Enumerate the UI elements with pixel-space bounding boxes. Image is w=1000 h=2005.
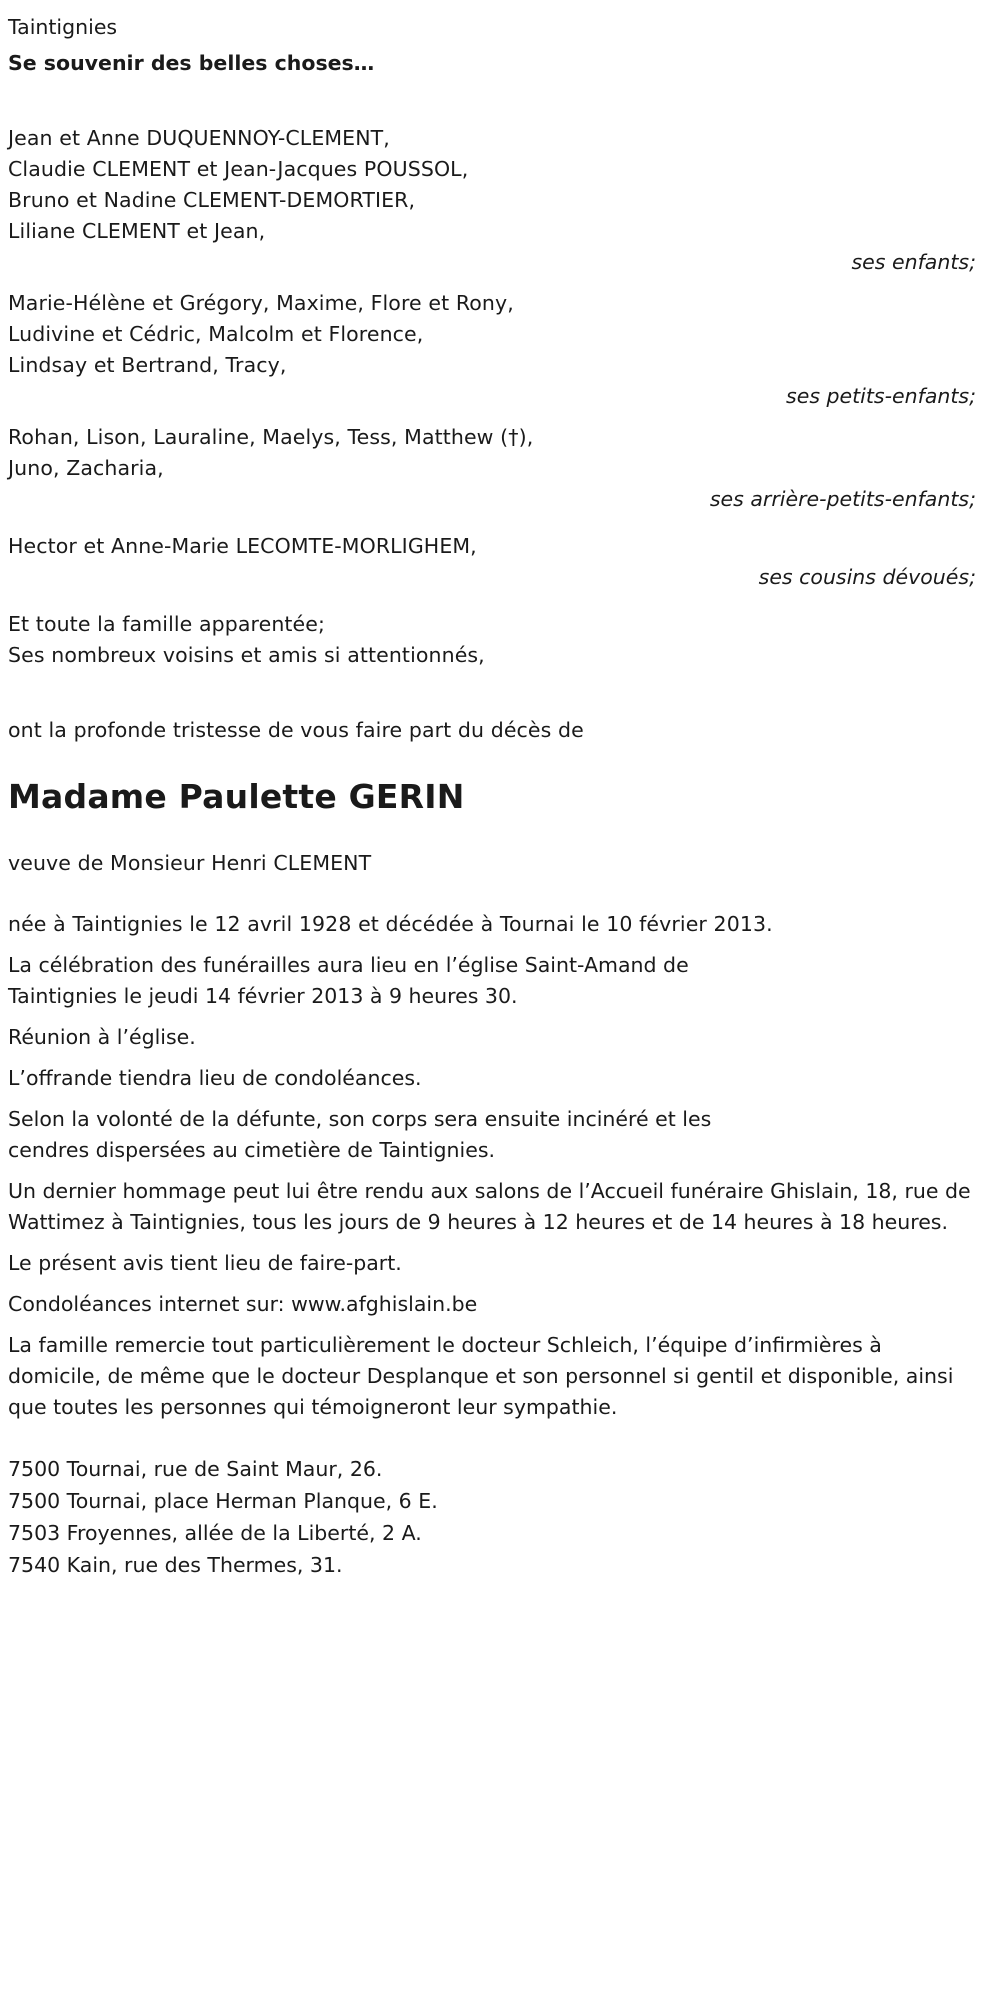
address-line: 7540 Kain, rue des Thermes, 31. xyxy=(8,1553,343,1577)
relation-role-cousins: ses cousins dévoués; xyxy=(758,565,976,589)
names-list xyxy=(8,531,976,562)
names-list xyxy=(8,288,976,381)
memorial-title: Se souvenir des belles choses… xyxy=(8,51,375,75)
relation-role-great-grandchildren: ses arrière-petits-enfants; xyxy=(709,487,976,511)
notice-paragraph: Le présent avis tient lieu de faire-part. xyxy=(8,1251,402,1275)
spacer xyxy=(8,79,976,123)
spacer xyxy=(8,1094,976,1104)
extended-family-block xyxy=(8,609,976,671)
family-group-children xyxy=(8,123,976,278)
address-line: 7503 Froyennes, allée de la Liberté, 2 A. xyxy=(8,1521,422,1545)
family-name-line: Ludivine et Cédric, Malcolm et Florence, xyxy=(8,322,424,346)
widow-of-line: veuve de Monsieur Henri CLEMENT xyxy=(8,851,372,875)
family-name-line: Bruno et Nadine CLEMENT-DEMORTIER, xyxy=(8,188,416,212)
gathering-paragraph: Réunion à l’église. xyxy=(8,1025,196,1049)
birth-death-line: née à Taintignies le 12 avril 1928 et décédée à Tournai le 10 février 2013. xyxy=(8,912,773,936)
relation-role-children: ses enfants; xyxy=(851,250,976,274)
family-name-line: Juno, Zacharia, xyxy=(8,456,164,480)
spacer xyxy=(8,515,976,531)
deceased-name: Madame Paulette GERIN xyxy=(8,777,465,816)
spacer xyxy=(8,1238,976,1248)
family-name-line: Liliane CLEMENT et Jean, xyxy=(8,219,266,243)
extended-family-line: Et toute la famille apparentée; xyxy=(8,612,325,636)
spacer xyxy=(8,278,976,288)
address-line: 7500 Tournai, rue de Saint Maur, 26. xyxy=(8,1457,383,1481)
names-list xyxy=(8,123,976,247)
offering-paragraph: L’offrande tiendra lieu de condoléances. xyxy=(8,1066,422,1090)
family-name-line: Lindsay et Bertrand, Tracy, xyxy=(8,353,287,377)
spacer xyxy=(8,1012,976,1022)
family-group-grandchildren xyxy=(8,288,976,412)
locality-text: Taintignies xyxy=(8,15,118,39)
spacer xyxy=(8,1279,976,1289)
family-name-line: Rohan, Lison, Lauraline, Maelys, Tess, Matthew (†), xyxy=(8,425,534,449)
spacer xyxy=(8,940,976,950)
family-name-line: Claudie CLEMENT et Jean-Jacques POUSSOL, xyxy=(8,157,469,181)
thanks-paragraph: La famille remercie tout particulièrement le docteur Schleich, l’équipe d’infirmières à domicile, de même que le docteur Desplanque et son personnel si gentil et disponible, ainsi que toutes les personnes qui témoigneront leur sympathie. xyxy=(8,1333,954,1419)
extended-family-line: Ses nombreux voisins et amis si attentionnés, xyxy=(8,643,485,667)
spacer xyxy=(8,1423,976,1453)
spacer xyxy=(8,746,976,776)
family-name-line: Hector et Anne-Marie LECOMTE-MORLIGHEM, xyxy=(8,534,477,558)
spacer xyxy=(8,879,976,909)
spacer xyxy=(8,1053,976,1063)
names-list xyxy=(8,422,976,484)
spacer xyxy=(8,1166,976,1176)
cremation-paragraph: Selon la volonté de la défunte, son corps sera ensuite incinéré et les cendres dispersées au cimetière de Taintignies. xyxy=(8,1107,712,1162)
spacer xyxy=(8,1320,976,1330)
spacer xyxy=(8,593,976,609)
visitation-paragraph: Un dernier hommage peut lui être rendu aux salons de l’Accueil funéraire Ghislain, 18, rue de Wattimez à Taintignies, tous les jours de 9 heures à 12 heures et de 14 heures à 18 heures. xyxy=(8,1179,971,1234)
family-group-cousins xyxy=(8,531,976,593)
condolences-website-paragraph: Condoléances internet sur: www.afghislain.be xyxy=(8,1292,478,1316)
spacer xyxy=(8,818,976,848)
address-list xyxy=(8,1453,976,1581)
family-name-line: Jean et Anne DUQUENNOY-CLEMENT, xyxy=(8,126,390,150)
relation-role-grandchildren: ses petits-enfants; xyxy=(786,384,976,408)
announcement-lead: ont la profonde tristesse de vous faire part du décès de xyxy=(8,718,584,742)
family-name-line: Marie-Hélène et Grégory, Maxime, Flore et Rony, xyxy=(8,291,514,315)
spacer xyxy=(8,671,976,715)
spacer xyxy=(8,412,976,422)
funeral-service-paragraph: La célébration des funérailles aura lieu en l’église Saint-Amand de Taintignies le jeudi 14 février 2013 à 9 heures 30. xyxy=(8,953,689,1008)
address-line: 7500 Tournai, place Herman Planque, 6 E. xyxy=(8,1489,438,1513)
family-group-great-grandchildren xyxy=(8,422,976,515)
